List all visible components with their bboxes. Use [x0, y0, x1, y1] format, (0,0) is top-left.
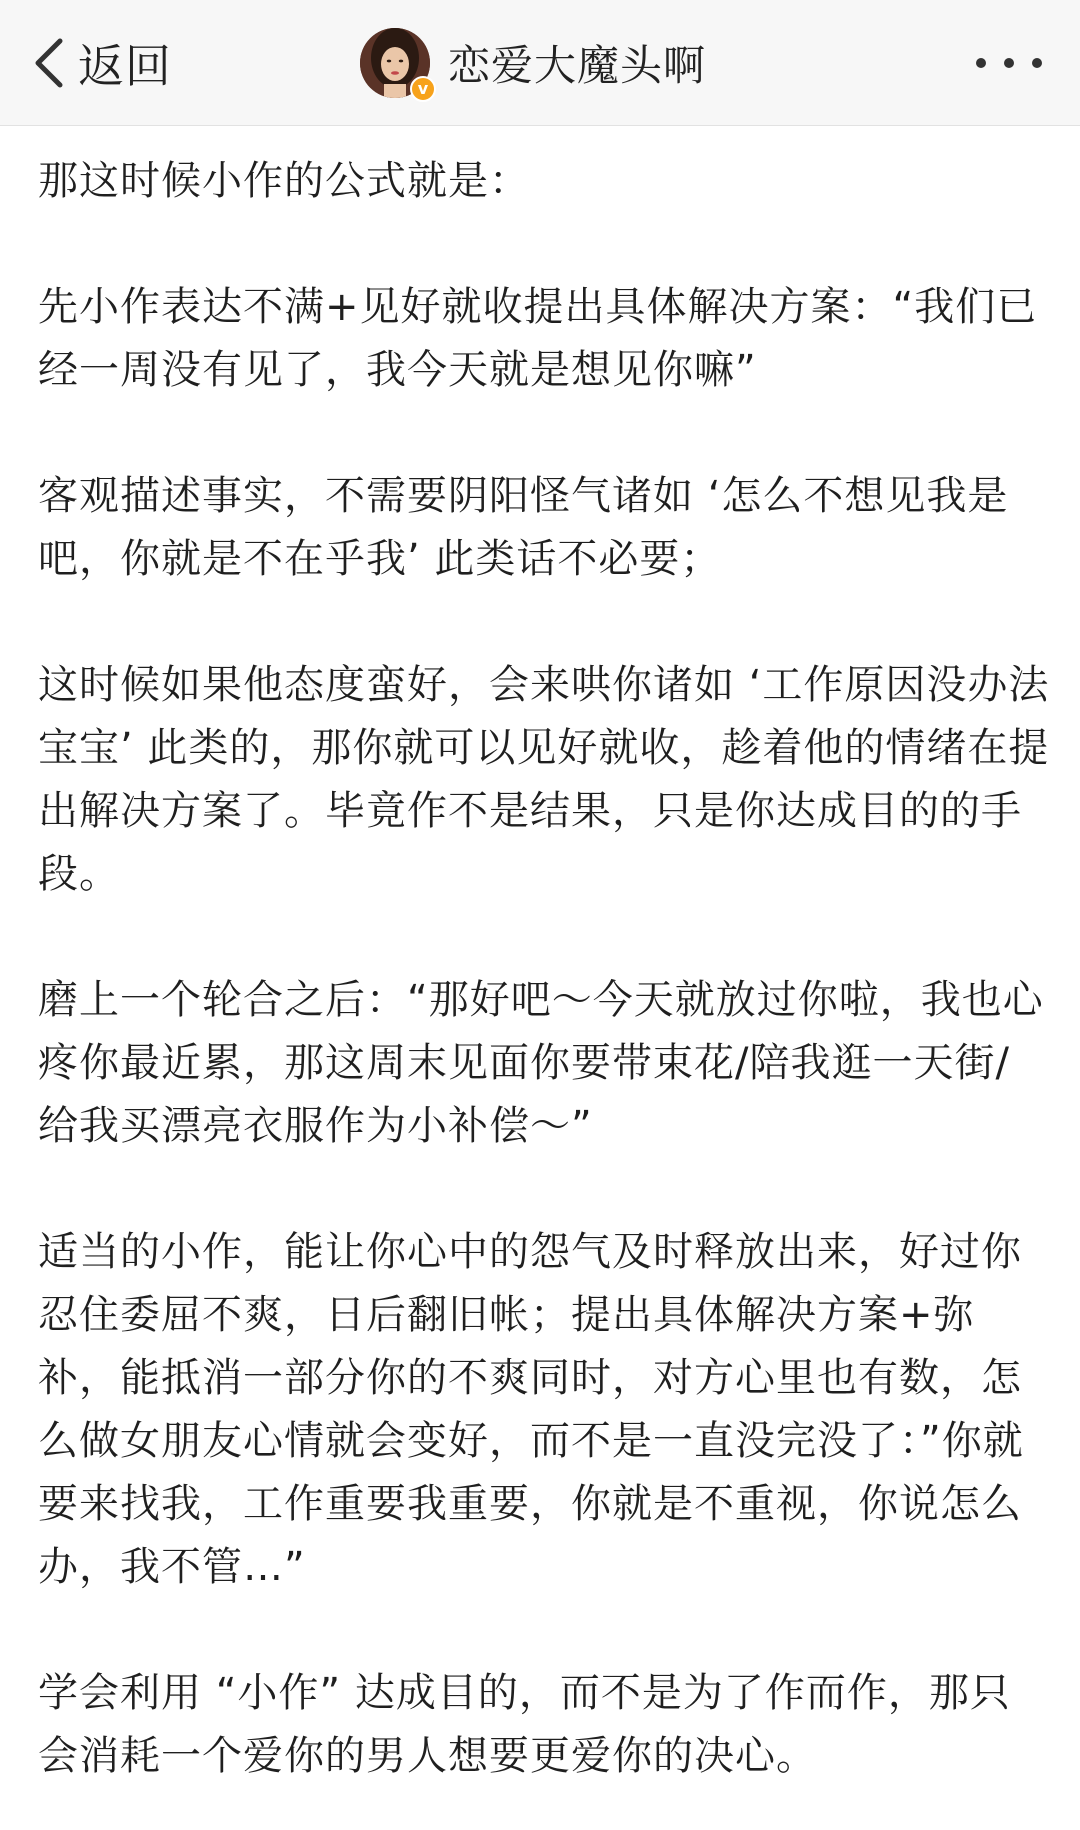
article-paragraph: 学会利用 “小作” 达成目的，而不是为了作而作，那只会消耗一个爱你的男人想要更爱你的决心。	[38, 1670, 1011, 1779]
article-paragraph: 客观描述事实，不需要阴阳怪气诸如 ‘怎么不想见我是吧，你就是不在乎我’ 此类话不必要；	[38, 473, 1009, 582]
article-paragraph: 磨上一个轮合之后：“那好吧～今天就放过你啦，我也心疼你最近累，那这周末见面你要带束花/陪我逛一天街/给我买漂亮衣服作为小补偿～”	[38, 977, 1044, 1149]
more-dot-icon	[1032, 58, 1042, 68]
article-paragraph: 适当的小作，能让你心中的怨气及时释放出来，好过你忍住委屈不爽，日后翻旧帐；提出具体解决方案+弥补，能抵消一部分你的不爽同时，对方心里也有数，怎么做女朋友心情就会变好，而不是一直没完没了：”你就要来找我，工作重要我重要，你就是不重视，你说怎么办，我不管…”	[38, 1229, 1024, 1590]
article-body	[38, 150, 1050, 1788]
page-title: 恋爱大魔头啊	[448, 41, 707, 90]
navigation-bar	[0, 0, 1080, 126]
chevron-left-icon	[30, 33, 70, 93]
avatar[interactable]	[360, 28, 430, 98]
article-paragraph: 那这时候小作的公式就是：	[38, 158, 530, 204]
verified-badge-icon: v	[410, 76, 436, 102]
more-button[interactable]	[976, 44, 1042, 82]
article-paragraph: 这时候如果他态度蛮好，会来哄你诸如 ‘工作原因没办法宝宝’ 此类的，那你就可以见好就收，趁着他的情绪在提出解决方案了。毕竟作不是结果，只是你达成目的的手段。	[38, 662, 1050, 897]
more-dot-icon	[976, 58, 986, 68]
back-label: 返回	[78, 39, 172, 93]
title-group	[360, 28, 706, 98]
more-dot-icon	[1004, 58, 1014, 68]
back-button[interactable]	[30, 28, 172, 98]
article-paragraph: 先小作表达不满+见好就收提出具体解决方案：“我们已经一周没有见了，我今天就是想见你嘛”	[38, 284, 1038, 393]
